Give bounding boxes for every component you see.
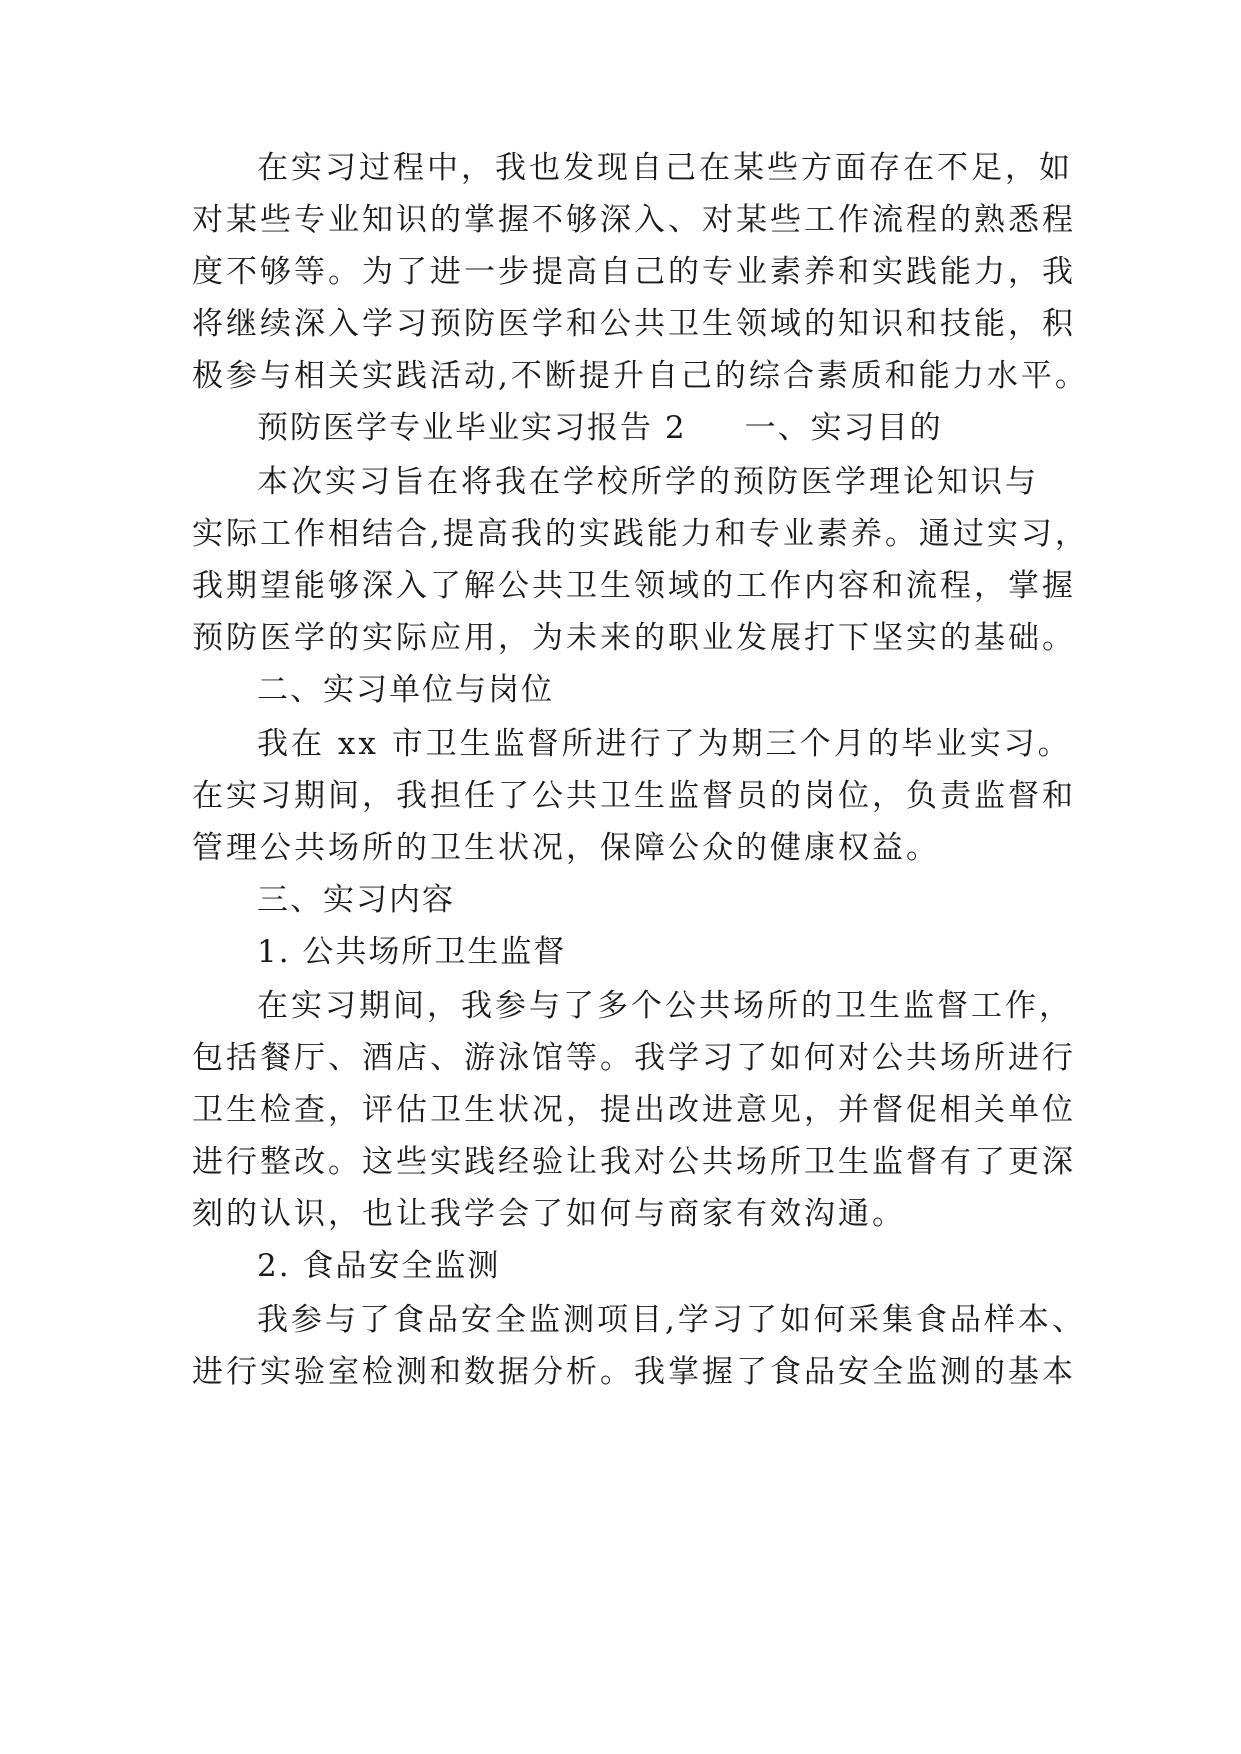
paragraph-line: 包括餐厅、酒店、游泳馆等。我学习了如何对公共场所进行 xyxy=(192,1040,1076,1076)
paragraph-line: 实际工作相结合,提高我的实践能力和专业素养。通过实习， xyxy=(192,516,1089,552)
paragraph-line: 度不够等。为了进一步提高自己的专业素养和实践能力，我 xyxy=(192,254,1076,290)
subsection-heading: 2. 食品安全监测 xyxy=(257,1248,501,1284)
report-title-row xyxy=(257,408,943,448)
paragraph-line: 我期望能够深入了解公共卫生领域的工作内容和流程，掌握 xyxy=(192,568,1076,604)
paragraph-line: 我在 xx 市卫生监督所进行了为期三个月的毕业实习。 xyxy=(257,726,1072,762)
subsection-heading: 1. 公共场所卫生监督 xyxy=(257,934,567,970)
paragraph-line: 本次实习旨在将我在学校所学的预防医学理论知识与 xyxy=(257,464,1039,500)
paragraph-line: 在实习期间，我担任了公共卫生监督员的岗位，负责监督和 xyxy=(192,778,1076,814)
section-heading: 三、实习内容 xyxy=(257,882,455,918)
section-heading: 二、实习单位与岗位 xyxy=(257,672,554,708)
paragraph-line: 进行整改。这些实践经验让我对公共场所卫生监督有了更深 xyxy=(192,1144,1076,1180)
report-title: 预防医学专业毕业实习报告 2 xyxy=(257,410,687,446)
paragraph-line: 管理公共场所的卫生状况，保障公众的健康权益。 xyxy=(192,830,940,866)
paragraph-line: 我参与了食品安全监测项目,学习了如何采集食品样本、 xyxy=(257,1302,1086,1338)
paragraph-line: 进行实验室检测和数据分析。我掌握了食品安全监测的基本 xyxy=(192,1354,1076,1390)
paragraph-line: 将继续深入学习预防医学和公共卫生领域的知识和技能，积 xyxy=(192,306,1076,342)
section-heading: 一、实习目的 xyxy=(744,410,943,446)
paragraph-line: 预防医学的实际应用，为未来的职业发展打下坚实的基础。 xyxy=(192,620,1076,656)
paragraph-line: 对某些专业知识的掌握不够深入、对某些工作流程的熟悉程 xyxy=(192,202,1076,238)
paragraph-line: 卫生检查，评估卫生状况，提出改进意见，并督促相关单位 xyxy=(192,1092,1076,1128)
paragraph-line: 刻的认识，也让我学会了如何与商家有效沟通。 xyxy=(192,1196,906,1232)
paragraph-line: 极参与相关实践活动,不断提升自己的综合素质和能力水平。 xyxy=(192,358,1089,394)
paragraph-line: 在实习期间，我参与了多个公共场所的卫生监督工作， xyxy=(257,988,1073,1024)
paragraph-line: 在实习过程中，我也发现自己在某些方面存在不足，如 xyxy=(257,150,1073,186)
